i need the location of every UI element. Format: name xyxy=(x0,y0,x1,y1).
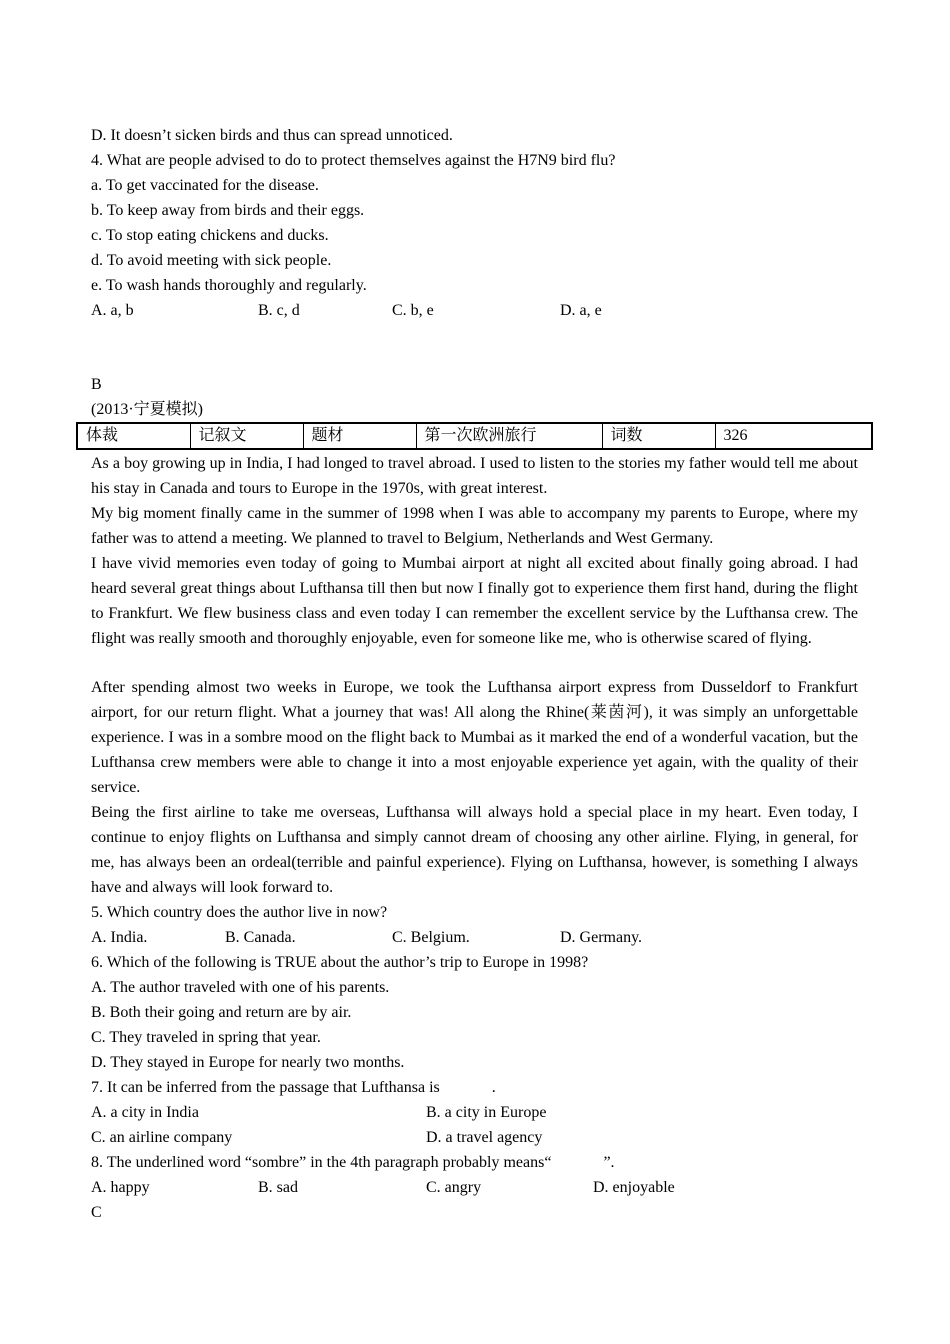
q7-option-c: C. an airline company xyxy=(91,1129,233,1146)
q5-option-b: B. Canada. xyxy=(225,929,296,946)
q7-question-text: 7. It can be inferred from the passage that Lufthansa is xyxy=(91,1079,440,1096)
q5-option-c: C. Belgium. xyxy=(392,929,470,946)
q7-question-end: . xyxy=(491,1079,496,1096)
q8-option-a: A. happy xyxy=(91,1179,150,1196)
q5-question: 5. Which country does the author live in now? xyxy=(91,904,388,921)
q7-option-d: D. a travel agency xyxy=(426,1129,543,1146)
q8-question-text: 8. The underlined word “sombre” in the 4th paragraph probably means“ xyxy=(91,1154,552,1171)
q7-option-a: A. a city in India xyxy=(91,1104,199,1121)
q4-item: c. To stop eating chickens and ducks. xyxy=(91,227,329,244)
passage-paragraph: As a boy growing up in India, I had longed to travel abroad. I used to listen to the stories my father would tell me about his stay in Canada and tours to Europe in the 1970s, with great interest. xyxy=(91,455,858,497)
q5-option-a: A. India. xyxy=(91,929,148,946)
info-genre-value: 记叙文 xyxy=(190,423,303,449)
q4-item: a. To get vaccinated for the disease. xyxy=(91,177,319,194)
section-b-label: B xyxy=(91,376,102,393)
q4-item: b. To keep away from birds and their eggs. xyxy=(91,202,365,219)
q3-option-d: D. It doesn’t sicken birds and thus can spread unnoticed. xyxy=(91,127,453,144)
info-genre-label: 体裁 xyxy=(77,423,190,449)
info-topic-label: 题材 xyxy=(303,423,416,449)
q8-option-d: D. enjoyable xyxy=(593,1179,675,1196)
info-topic-value: 第一次欧洲旅行 xyxy=(416,423,602,449)
q4-option-d: D. a, e xyxy=(560,302,602,319)
q6-option-c: C. They traveled in spring that year. xyxy=(91,1029,321,1046)
passage-paragraph: My big moment finally came in the summer of 1998 when I was able to accompany my parents to Europe, where my father was to attend a meeting. We planned to travel to Belgium, Netherlands and West Germany. xyxy=(91,505,858,547)
info-wordcount-value: 326 xyxy=(715,423,872,449)
q7-option-b: B. a city in Europe xyxy=(426,1104,547,1121)
passage-paragraph: Being the first airline to take me overseas, Lufthansa will always hold a special place in my heart. Even today, I continue to enjoy flights on Lufthansa and simply cannot dream of choosing any other airline. Flying, in general, for me, has always been an ordeal(terrible and painful experience). Flying on Lufthansa, however, is something I always have and always will look forward to. xyxy=(91,804,858,896)
q4-item: e. To wash hands thoroughly and regularly. xyxy=(91,277,367,294)
q4-option-c: C. b, e xyxy=(392,302,434,319)
q7-question xyxy=(91,1078,496,1098)
info-wordcount-label: 词数 xyxy=(602,423,715,449)
q4-option-b: B. c, d xyxy=(258,302,300,319)
passage-info-table xyxy=(76,422,873,450)
q8-option-c: C. angry xyxy=(426,1179,482,1196)
q4-option-a: A. a, b xyxy=(91,302,134,319)
q6-option-b: B. Both their going and return are by air. xyxy=(91,1004,352,1021)
q5-option-d: D. Germany. xyxy=(560,929,643,946)
q6-option-a: A. The author traveled with one of his parents. xyxy=(91,979,390,996)
section-c-label: C xyxy=(91,1204,102,1221)
q8-question xyxy=(91,1153,615,1173)
q6-option-d: D. They stayed in Europe for nearly two months. xyxy=(91,1054,405,1071)
q8-question-end: ”. xyxy=(603,1154,615,1171)
q4-item: d. To avoid meeting with sick people. xyxy=(91,252,332,269)
q4-question: 4. What are people advised to do to protect themselves against the H7N9 bird flu? xyxy=(91,152,616,169)
q8-option-b: B. sad xyxy=(258,1179,298,1196)
section-b-source: (2013·宁夏模拟) xyxy=(91,401,203,418)
passage-paragraph: After spending almost two weeks in Europe, we took the Lufthansa airport express from Dusseldorf to Frankfurt airport, for our return flight. What a journey that was! All along the Rhine(莱茵河), it was simply an unforgettable experience. I was in a sombre mood on the flight back to Mumbai as it marked the end of a wonderful vacation, but the Lufthansa crew members were able to change it into a most enjoyable experience yet again, with the quality of their service. xyxy=(91,679,858,796)
q6-question: 6. Which of the following is TRUE about the author’s trip to Europe in 1998? xyxy=(91,954,589,971)
passage-paragraph: I have vivid memories even today of going to Mumbai airport at night all excited about finally going abroad. I had heard several great things about Lufthansa till then but now I finally got to experience them first hand, during the flight to Frankfurt. We flew business class and even today I can remember the excellent service by the Lufthansa crew. The flight was really smooth and thoroughly enjoyable, even for someone like me, who is otherwise scared of flying. xyxy=(91,555,858,647)
